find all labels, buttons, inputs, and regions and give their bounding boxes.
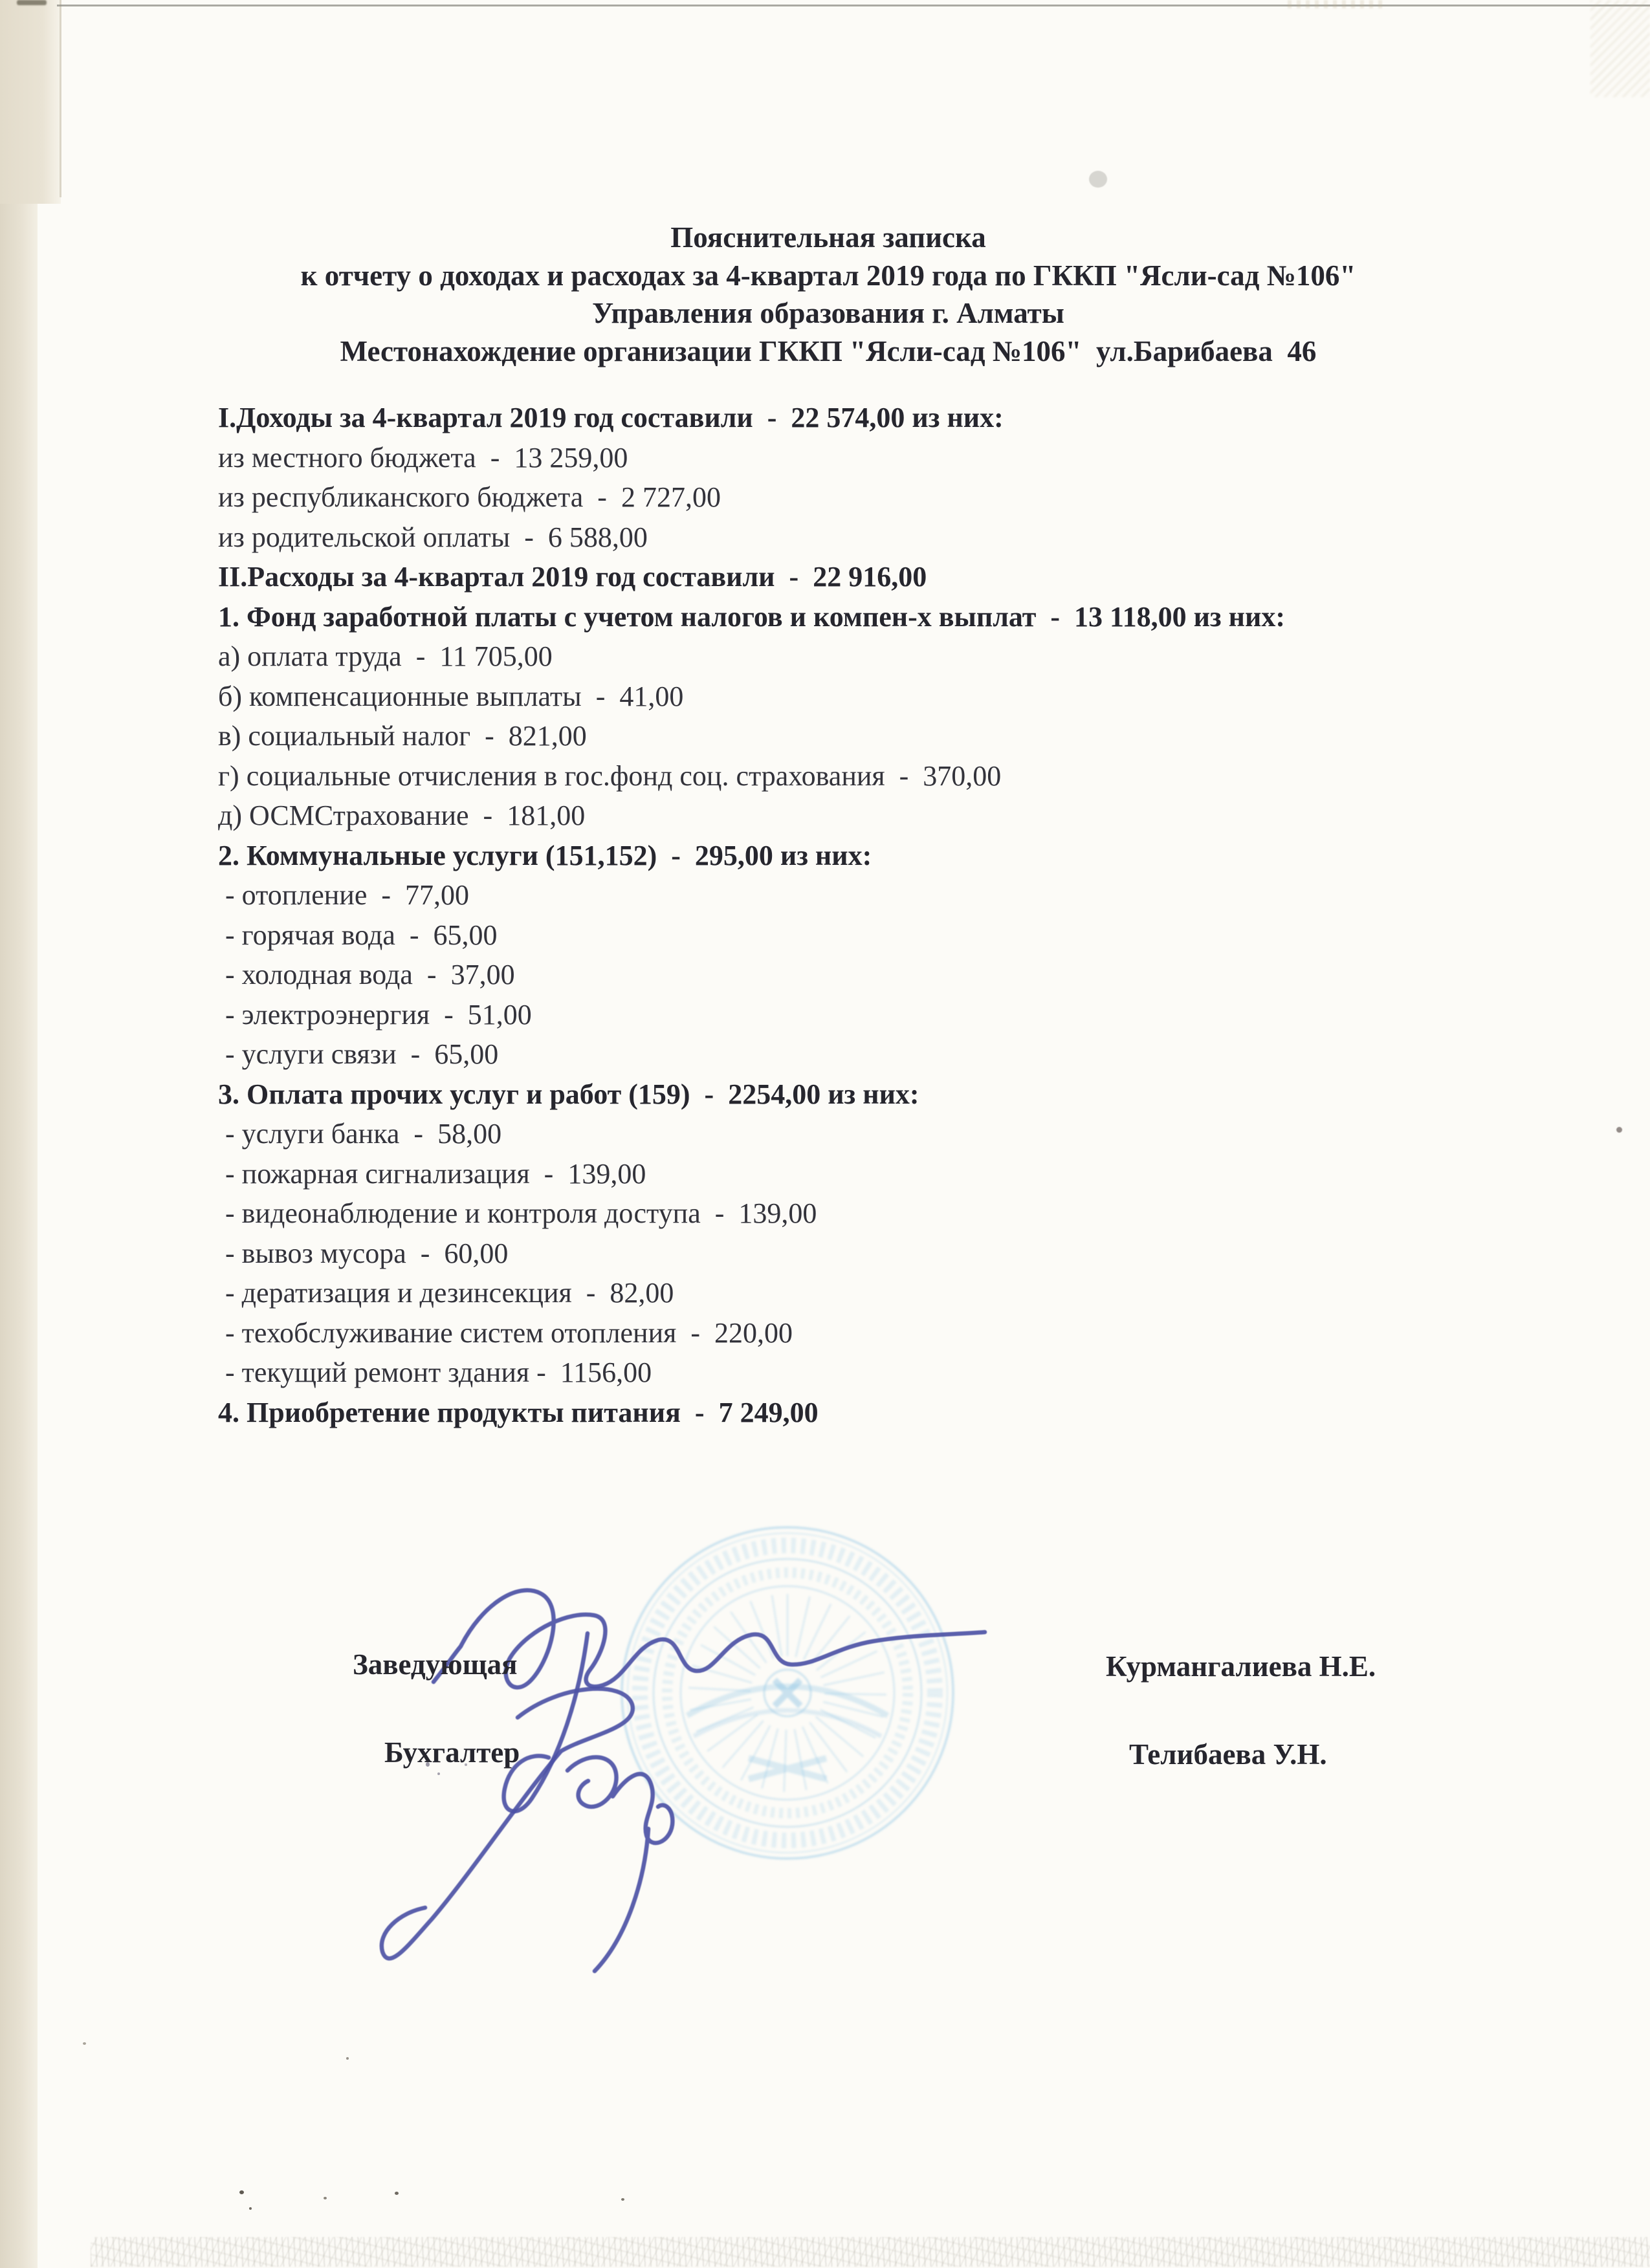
- header-line: Пояснительная записка: [670, 221, 986, 254]
- paper-edge-line: [60, 0, 61, 197]
- scan-top-line: [57, 5, 1650, 6]
- document-line: - горячая вода - 65,00: [218, 919, 498, 951]
- document-line: - услуги банка - 58,00: [218, 1118, 502, 1150]
- scan-noise-band: [91, 2237, 1650, 2267]
- document-line: - текущий ремонт здания - 1156,00: [218, 1357, 652, 1388]
- scan-speck: [395, 2192, 399, 2195]
- document-line: 3. Оплата прочих услуг и работ (159) - 2254,00 из них:: [218, 1078, 919, 1110]
- document-line: а) оплата труда - 11 705,00: [218, 640, 553, 672]
- scanner-edge-strip: [0, 0, 38, 2268]
- signature-accountant-ink: [353, 1666, 754, 1989]
- document-line: - вывоз мусора - 60,00: [218, 1237, 509, 1269]
- document-line: - отопление - 77,00: [218, 879, 470, 911]
- document-line: б) компенсационные выплаты - 41,00: [218, 680, 684, 712]
- header-line: Местонахождение организации ГККП "Ясли-сад №106" ул.Барибаева 46: [340, 334, 1317, 367]
- document-line: из родительской оплаты - 6 588,00: [218, 521, 648, 553]
- signature-name-director: Курмангалиева Н.Е.: [1106, 1650, 1376, 1683]
- scan-smudge: [1590, 0, 1650, 97]
- document-line: - пожарная сигнализация - 139,00: [218, 1157, 646, 1190]
- scan-smudge: [17, 0, 47, 5]
- document-body: [218, 398, 1486, 1432]
- document-line: д) ОСМСтрахование - 181,00: [218, 800, 586, 831]
- document-header: [220, 219, 1436, 370]
- scan-speck: [249, 2207, 252, 2210]
- document-line: - техобслуживание систем отопления - 220,00: [218, 1316, 793, 1349]
- document-line: из местного бюджета - 13 259,00: [218, 441, 628, 474]
- signature-title-accountant: Бухгалтер: [384, 1736, 520, 1769]
- document-line: - видеонаблюдение и контроля доступа - 139,00: [218, 1197, 817, 1229]
- document-line: 1. Фонд заработной платы с учетом налогов и компен-х выплат - 13 118,00 из них:: [218, 600, 1285, 633]
- scan-dot: [1089, 171, 1107, 188]
- scan-speck: [83, 2042, 86, 2045]
- scan-speck: [239, 2190, 244, 2194]
- document-line: I.Доходы за 4-квартал 2019 год составили - 22 574,00 из них:: [218, 402, 1004, 433]
- header-line: к отчету о доходах и расходах за 4-квартал 2019 года по ГККП "Ясли-сад №106": [300, 259, 1356, 292]
- scanner-edge-corner: [0, 0, 61, 204]
- scan-dot: [1616, 1127, 1622, 1133]
- document-line: - услуги связи - 65,00: [218, 1038, 499, 1070]
- document-line: 2. Коммунальные услуги (151,152) - 295,00 из них:: [218, 839, 872, 871]
- signature-name-accountant: Телибаева У.Н.: [1129, 1738, 1327, 1771]
- header-line: Управления образования г. Алматы: [592, 297, 1064, 329]
- document-line: - дератизация и дезинсекция - 82,00: [218, 1277, 674, 1309]
- document-line: 4. Приобретение продукты питания - 7 249,00: [218, 1396, 819, 1428]
- document-line: из республиканского бюджета - 2 727,00: [218, 481, 721, 513]
- document-line: в) социальный налог - 821,00: [218, 720, 587, 752]
- signature-title-director: Заведующая: [353, 1648, 518, 1681]
- document-line: II.Расходы за 4-квартал 2019 год составили - 22 916,00: [218, 561, 927, 593]
- document-line: - электроэнергия - 51,00: [218, 998, 532, 1030]
- scan-speck: [346, 2057, 349, 2060]
- scan-smudge: [1288, 0, 1385, 8]
- document-line: г) социальные отчисления в гос.фонд соц. страхования - 370,00: [218, 759, 1002, 792]
- scan-speck: [621, 2198, 624, 2201]
- document-line: - холодная вода - 37,00: [218, 959, 515, 990]
- scan-speck: [324, 2197, 327, 2199]
